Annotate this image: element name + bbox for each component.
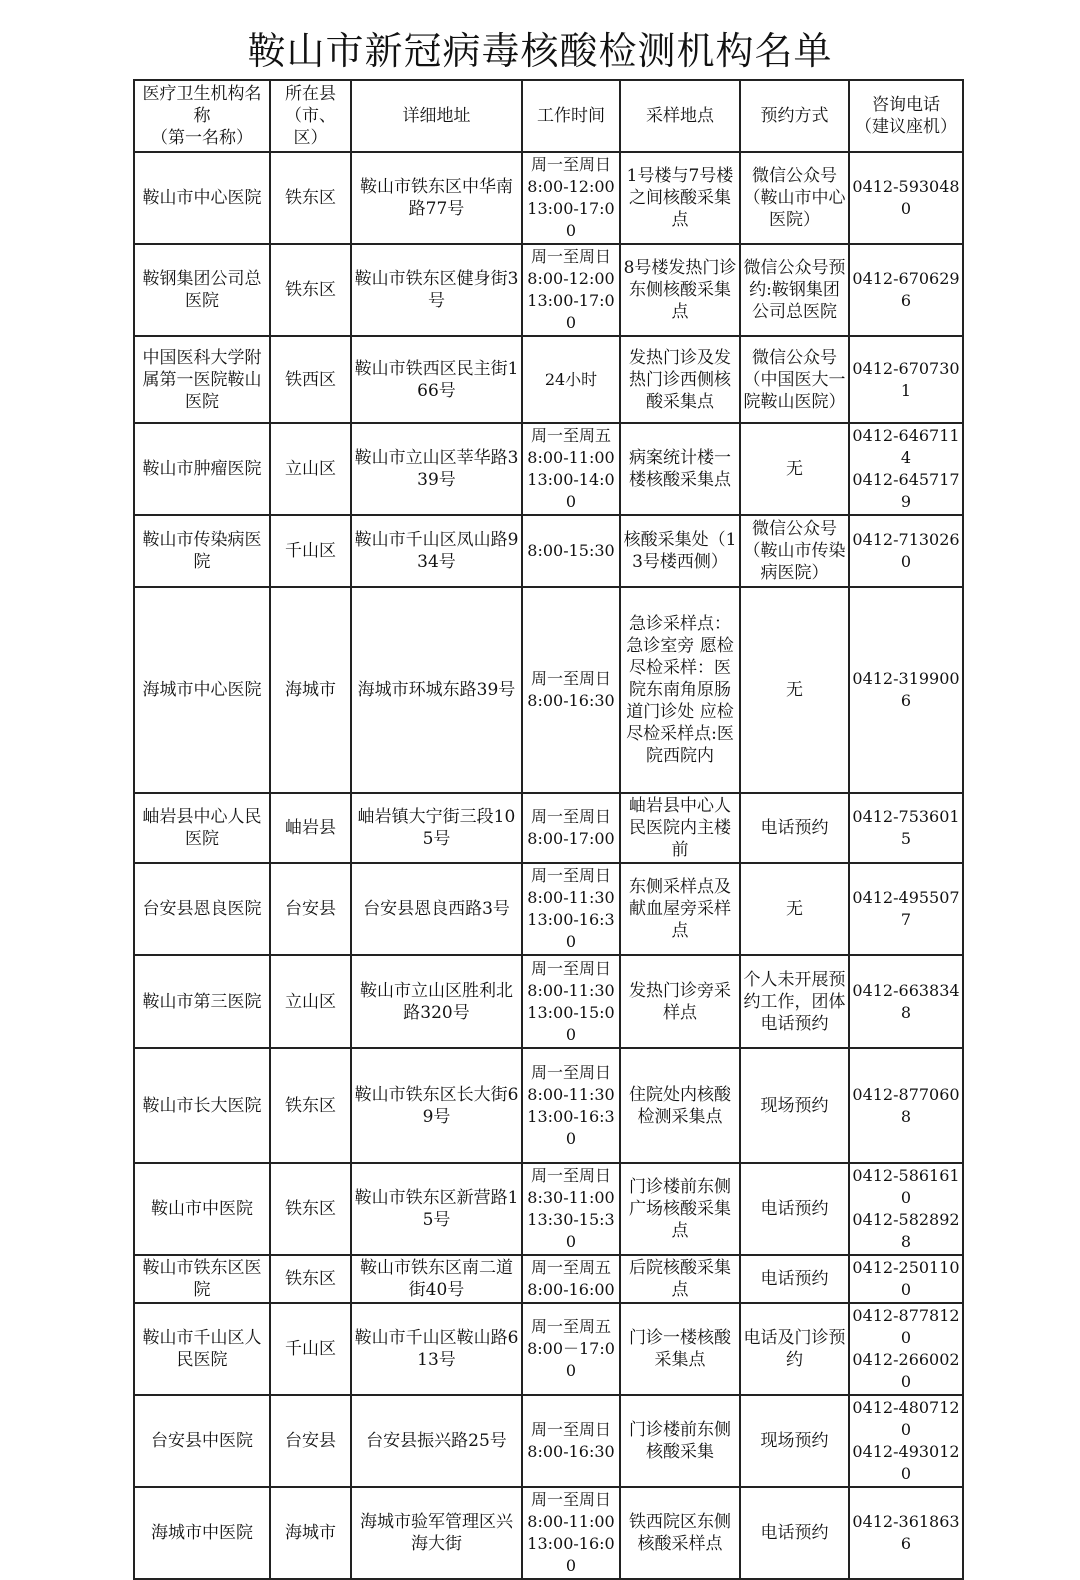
institution-name-cell: 台安县恩良医院 xyxy=(134,863,270,955)
address-cell: 岫岩镇大宁街三段105号 xyxy=(351,793,522,863)
address-cell: 鞍山市铁西区民主街166号 xyxy=(351,336,522,423)
hours-cell xyxy=(522,863,620,955)
phone-number: 0412-3618636 xyxy=(852,1512,960,1553)
table-row xyxy=(134,336,963,423)
hours-cell xyxy=(522,587,620,793)
hours-line: 13:00-17:00 xyxy=(527,199,615,240)
district-cell: 铁东区 xyxy=(270,244,351,336)
hours-line: 8:00-15:30 xyxy=(527,541,615,560)
table-row xyxy=(134,1163,963,1255)
table-row xyxy=(134,1048,963,1163)
phone-number: 0412-4930120 xyxy=(852,1442,960,1483)
phone-cell xyxy=(849,1487,963,1579)
table-row xyxy=(134,587,963,793)
sampling-site-cell: 东侧采样点及献血屋旁采样点 xyxy=(620,863,740,955)
table-row xyxy=(134,515,963,587)
hours-line: 8:00-11:30 xyxy=(527,980,615,1000)
address-cell: 鞍山市立山区胜利北路320号 xyxy=(351,955,522,1048)
sampling-site-cell: 门诊楼前东侧核酸采集 xyxy=(620,1395,740,1487)
header-text: 工作时间 xyxy=(537,106,605,126)
hours-line: 24小时 xyxy=(544,369,598,389)
institution-name-cell: 鞍山市铁东区医院 xyxy=(134,1255,270,1303)
institution-name-cell: 鞍钢集团公司总医院 xyxy=(134,244,270,336)
hours-line: 周一至周日 xyxy=(530,669,611,688)
hours-line: 8:00-11:00 xyxy=(527,448,615,467)
hours-line: 周一至周日 xyxy=(530,866,611,885)
sampling-site-cell: 铁西院区东侧核酸采样点 xyxy=(620,1487,740,1579)
phone-cell xyxy=(849,152,963,244)
table-row xyxy=(134,863,963,955)
sampling-site-cell: 住院处内核酸检测采集点 xyxy=(620,1048,740,1163)
hours-line: 8:00-16:30 xyxy=(527,691,615,710)
institution-name-cell: 中国医科大学附属第一医院鞍山医院 xyxy=(134,336,270,423)
hours-cell xyxy=(522,793,620,863)
phone-cell xyxy=(849,587,963,793)
header-text: 咨询电话 xyxy=(872,95,940,115)
hours-cell xyxy=(522,1048,620,1163)
institution-name-cell: 岫岩县中心人民医院 xyxy=(134,793,270,863)
phone-number: 0412-2501100 xyxy=(852,1258,960,1299)
header-text: 详细地址 xyxy=(402,106,471,126)
hours-line: 13:00-17:00 xyxy=(527,291,615,332)
table-row xyxy=(134,1395,963,1487)
booking-method-cell: 无 xyxy=(740,587,849,793)
hours-line: 8:00－17:00 xyxy=(527,1339,615,1380)
phone-number: 0412-5861610 xyxy=(852,1166,960,1207)
hours-cell xyxy=(522,1487,620,1579)
phone-cell xyxy=(849,423,963,515)
booking-method-cell: 现场预约 xyxy=(740,1048,849,1163)
phone-cell xyxy=(849,955,963,1048)
institution-name-cell: 鞍山市中心医院 xyxy=(134,152,270,244)
testing-institutions-table xyxy=(133,79,964,1580)
sampling-site-cell: 门诊一楼核酸采集点 xyxy=(620,1303,740,1395)
district-cell: 铁东区 xyxy=(270,1255,351,1303)
hours-cell xyxy=(522,1255,620,1303)
table-row xyxy=(134,793,963,863)
hours-line: 8:00-12:00 xyxy=(527,269,615,288)
phone-cell xyxy=(849,1048,963,1163)
phone-number: 0412-8778120 xyxy=(852,1306,960,1347)
address-cell: 鞍山市铁东区新营路15号 xyxy=(351,1163,522,1255)
phone-number: 0412-7536015 xyxy=(852,807,960,848)
booking-method-cell: 个人未开展预约工作，团体电话预约 xyxy=(740,955,849,1048)
district-cell: 立山区 xyxy=(270,955,351,1048)
header-district xyxy=(270,80,351,152)
table-row xyxy=(134,1255,963,1303)
hours-line: 周一至周日 xyxy=(530,1166,611,1185)
hours-cell xyxy=(522,152,620,244)
header-text: （市、区） xyxy=(285,106,336,148)
address-cell: 鞍山市铁东区南二道街40号 xyxy=(351,1255,522,1303)
booking-method-cell: 无 xyxy=(740,863,849,955)
hours-cell xyxy=(522,244,620,336)
phone-number: 0412-6457179 xyxy=(852,470,960,511)
header-row xyxy=(134,80,963,152)
sampling-site-cell: 发热门诊及发热门诊西侧核酸采集点 xyxy=(620,336,740,423)
hours-cell xyxy=(522,1303,620,1395)
phone-cell xyxy=(849,1163,963,1255)
address-cell: 鞍山市千山区鞍山路613号 xyxy=(351,1303,522,1395)
booking-method-cell: 微信公众号（鞍山市中心医院） xyxy=(740,152,849,244)
institution-name-cell: 鞍山市长大医院 xyxy=(134,1048,270,1163)
booking-method-cell: 无 xyxy=(740,423,849,515)
phone-number: 0412-6707301 xyxy=(852,358,960,400)
booking-method-cell: 电话预约 xyxy=(740,1163,849,1255)
booking-method-cell: 电话预约 xyxy=(740,1487,849,1579)
header-booking xyxy=(740,80,849,152)
booking-method-cell: 电话及门诊预约 xyxy=(740,1303,849,1395)
booking-method-cell: 电话预约 xyxy=(740,1255,849,1303)
header-text: 医疗卫生机构名称 xyxy=(142,84,262,126)
hours-line: 13:00-14:00 xyxy=(527,470,615,511)
hours-line: 周一至周日 xyxy=(530,807,611,826)
hours-line: 8:00-12:00 xyxy=(527,177,615,196)
sampling-site-cell: 病案统计楼一楼核酸采集点 xyxy=(620,423,740,515)
hours-cell xyxy=(522,955,620,1048)
sampling-site-cell: 核酸采集处（13号楼西侧） xyxy=(620,515,740,587)
address-cell: 鞍山市千山区凤山路934号 xyxy=(351,515,522,587)
phone-cell xyxy=(849,1303,963,1395)
hours-line: 周一至周五 xyxy=(530,1317,611,1336)
phone-number: 0412-3199006 xyxy=(852,669,960,710)
booking-method-cell: 电话预约 xyxy=(740,793,849,863)
district-cell: 铁东区 xyxy=(270,152,351,244)
header-text: 所在县 xyxy=(285,84,336,104)
address-cell: 台安县恩良西路3号 xyxy=(351,863,522,955)
phone-number: 0412-4955077 xyxy=(852,888,960,929)
header-text: （建议座机） xyxy=(855,117,957,137)
hours-line: 周一至周日 xyxy=(530,1490,611,1509)
district-cell: 台安县 xyxy=(270,863,351,955)
header-text: 预约方式 xyxy=(760,106,829,126)
institution-name-cell: 鞍山市中医院 xyxy=(134,1163,270,1255)
phone-cell xyxy=(849,336,963,423)
address-cell: 鞍山市铁东区健身街3号 xyxy=(351,244,522,336)
hours-line: 周一至周日 xyxy=(530,155,611,174)
hours-line: 8:00-17:00 xyxy=(527,829,615,848)
phone-number: 0412-7130260 xyxy=(852,530,960,571)
hours-line: 8:00-11:30 xyxy=(527,1084,615,1104)
hours-line: 周一至周日 xyxy=(530,1420,611,1439)
district-cell: 岫岩县 xyxy=(270,793,351,863)
institution-name-cell: 鞍山市第三医院 xyxy=(134,955,270,1048)
table-row xyxy=(134,1487,963,1579)
phone-cell xyxy=(849,793,963,863)
institution-name-cell: 鞍山市肿瘤医院 xyxy=(134,423,270,515)
booking-method-cell: 微信公众号（鞍山市传染病医院） xyxy=(740,515,849,587)
institution-name-cell: 海城市中医院 xyxy=(134,1487,270,1579)
phone-number: 0412-5930480 xyxy=(852,177,960,218)
phone-cell xyxy=(849,863,963,955)
hours-cell xyxy=(522,1395,620,1487)
hours-cell xyxy=(522,423,620,515)
header-address xyxy=(351,80,522,152)
hours-line: 13:30-15:30 xyxy=(527,1210,615,1251)
phone-cell xyxy=(849,1395,963,1487)
hours-line: 周一至周五 xyxy=(530,1258,611,1277)
phone-cell xyxy=(849,1255,963,1303)
sampling-site-cell: 后院核酸采集点 xyxy=(620,1255,740,1303)
hours-line: 13:00-16:30 xyxy=(527,910,615,951)
hours-line: 8:00-11:30 xyxy=(527,888,615,907)
district-cell: 海城市 xyxy=(270,587,351,793)
phone-number: 0412-8770608 xyxy=(852,1084,960,1126)
header-phone xyxy=(849,80,963,152)
district-cell: 海城市 xyxy=(270,1487,351,1579)
phone-number: 0412-2660020 xyxy=(852,1350,960,1391)
district-cell: 铁东区 xyxy=(270,1163,351,1255)
hours-cell xyxy=(522,515,620,587)
address-cell: 海城市验军管理区兴海大街 xyxy=(351,1487,522,1579)
booking-method-cell: 微信公众号（中国医大一院鞍山医院） xyxy=(740,336,849,423)
sampling-site-cell: 门诊楼前东侧广场核酸采集点 xyxy=(620,1163,740,1255)
booking-method-cell: 微信公众号预约:鞍钢集团公司总医院 xyxy=(740,244,849,336)
hours-line: 8:30-11:00 xyxy=(527,1188,615,1207)
table-row xyxy=(134,955,963,1048)
header-name xyxy=(134,80,270,152)
phone-number: 0412-6467114 xyxy=(852,426,960,467)
phone-cell xyxy=(849,244,963,336)
hours-line: 周一至周五 xyxy=(530,426,611,445)
hours-line: 8:00-11:00 xyxy=(527,1512,615,1531)
sampling-site-cell: 8号楼发热门诊东侧核酸采集点 xyxy=(620,244,740,336)
district-cell: 铁西区 xyxy=(270,336,351,423)
institution-name-cell: 鞍山市传染病医院 xyxy=(134,515,270,587)
institution-name-cell: 鞍山市千山区人民医院 xyxy=(134,1303,270,1395)
header-text: （第一名称） xyxy=(151,128,253,148)
sampling-site-cell: 发热门诊旁采样点 xyxy=(620,955,740,1048)
phone-number: 0412-6638348 xyxy=(852,980,960,1022)
hours-line: 8:00-16:00 xyxy=(527,1280,615,1299)
sampling-site-cell: 急诊采样点：急诊室旁 愿检尽检采样：医院东南角原肠道门诊处 应检尽检采样点:医院西院内 xyxy=(620,587,740,793)
hours-line: 周一至周日 xyxy=(530,247,611,266)
address-cell: 鞍山市铁东区中华南路77号 xyxy=(351,152,522,244)
district-cell: 台安县 xyxy=(270,1395,351,1487)
address-cell: 海城市环城东路39号 xyxy=(351,587,522,793)
institution-name-cell: 台安县中医院 xyxy=(134,1395,270,1487)
address-cell: 台安县振兴路25号 xyxy=(351,1395,522,1487)
phone-cell xyxy=(849,515,963,587)
hours-line: 8:00-16:30 xyxy=(527,1442,615,1461)
district-cell: 铁东区 xyxy=(270,1048,351,1163)
phone-number: 0412-5828928 xyxy=(852,1210,960,1251)
sampling-site-cell: 岫岩县中心人民医院内主楼前 xyxy=(620,793,740,863)
phone-number: 0412-6706296 xyxy=(852,269,960,310)
booking-method-cell: 现场预约 xyxy=(740,1395,849,1487)
hours-cell xyxy=(522,1163,620,1255)
address-cell: 鞍山市铁东区长大街69号 xyxy=(351,1048,522,1163)
phone-number: 0412-4807120 xyxy=(852,1398,960,1439)
header-site xyxy=(620,80,740,152)
district-cell: 千山区 xyxy=(270,1303,351,1395)
hours-cell xyxy=(522,336,620,423)
hours-line: 周一至周日 xyxy=(530,958,611,978)
hours-line: 周一至周日 xyxy=(530,1062,611,1082)
table-row xyxy=(134,1303,963,1395)
institution-name-cell: 海城市中心医院 xyxy=(134,587,270,793)
page-title: 鞍山市新冠病毒核酸检测机构名单 xyxy=(247,29,833,73)
hours-line: 13:00-16:30 xyxy=(527,1106,615,1148)
address-cell: 鞍山市立山区莘华路339号 xyxy=(351,423,522,515)
hours-line: 13:00-15:00 xyxy=(527,1002,615,1044)
header-text: 采样地点 xyxy=(646,106,714,126)
table-row xyxy=(134,244,963,336)
sampling-site-cell: 1号楼与7号楼之间核酸采集点 xyxy=(620,152,740,244)
table-row xyxy=(134,423,963,515)
table-row xyxy=(134,152,963,244)
district-cell: 千山区 xyxy=(270,515,351,587)
header-hours xyxy=(522,80,620,152)
district-cell: 立山区 xyxy=(270,423,351,515)
hours-line: 13:00-16:00 xyxy=(527,1534,615,1575)
